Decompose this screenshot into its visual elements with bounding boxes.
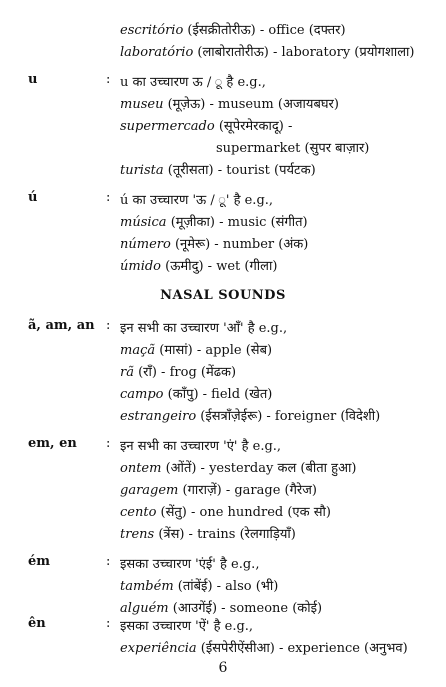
example-line: também (तांबेंई) - also (भी) (120, 579, 279, 594)
entry-colon: : (106, 72, 111, 87)
entry-description: u का उच्चारण ऊ / ू है e.g., (120, 75, 266, 90)
example-line: cento (सेंतु) - one hundred (एक सौ) (120, 505, 331, 520)
entry-description: ú का उच्चारण 'ऊ / ू' है e.g., (120, 193, 274, 208)
example-line: campo (काँपु) - field (खेत) (120, 387, 273, 402)
entry-colon: : (106, 616, 111, 631)
example-line: experiência (ईसपेरीऐंसीआ) - experience (अनुभव) (120, 641, 408, 656)
section-heading: NASAL SOUNDS (160, 288, 286, 303)
example-line: maçã (मासां) - apple (सेब) (120, 343, 273, 358)
example-line-continued: supermarket (सुपर बाज़ार) (216, 141, 370, 156)
entry-description: इन सभी का उच्चारण 'आँ' है e.g., (120, 321, 288, 336)
example-line: úmido (ऊमीदु) - wet (गीला) (120, 259, 278, 274)
example-line: estrangeiro (ईसत्राँज़ेईरू) - foreigner (विदेशी) (120, 409, 381, 424)
example-line: trens (त्रेंस) - trains (रेलगाड़ियाँ) (120, 527, 296, 542)
entry-colon: : (106, 190, 111, 205)
example-line: número (नूमेरू) - number (अंक) (120, 237, 309, 252)
entry-description: इन सभी का उच्चारण 'एं' है e.g., (120, 439, 282, 454)
example-line: turista (तूरीसता) - tourist (पर्यटक) (120, 163, 316, 178)
page-number: 6 (218, 660, 228, 676)
entry-description: इसका उच्चारण 'ऐं' है e.g., (120, 619, 254, 634)
example-line: supermercado (सूपेरमेरकादू) - (120, 119, 293, 134)
example-line: alguém (आउगेंई) - someone (कोई) (120, 601, 323, 616)
example-line: laboratório (लाबोरातोरीऊ) - laboratory (प्रयोगशाला) (120, 45, 415, 60)
example-line: música (मूज़ीका) - music (संगीत) (120, 215, 308, 230)
entry-colon: : (106, 554, 111, 569)
entry-term: ã, am, an (28, 318, 95, 333)
entry-colon: : (106, 318, 111, 333)
example-line: garagem (गाराज़ें) - garage (गैरेज) (120, 483, 317, 498)
entry-term: ên (28, 616, 46, 631)
entry-term: em, en (28, 436, 77, 451)
entry-term: ú (28, 190, 38, 205)
example-line: museu (मूज़ेऊ) - museum (अजायबघर) (120, 97, 339, 112)
entry-term: ém (28, 554, 51, 569)
example-line: escritório (ईसक्रीतोरीऊ) - office (दफ्तर) (120, 23, 346, 38)
entry-colon: : (106, 436, 111, 451)
example-line: rã (राँ) - frog (मेंढक) (120, 365, 237, 380)
example-line: ontem (ओंतें) - yesterday कल (बीता हुआ) (120, 461, 357, 476)
entry-description: इसका उच्चारण 'एंई' है e.g., (120, 557, 260, 572)
entry-term: u (28, 72, 38, 87)
